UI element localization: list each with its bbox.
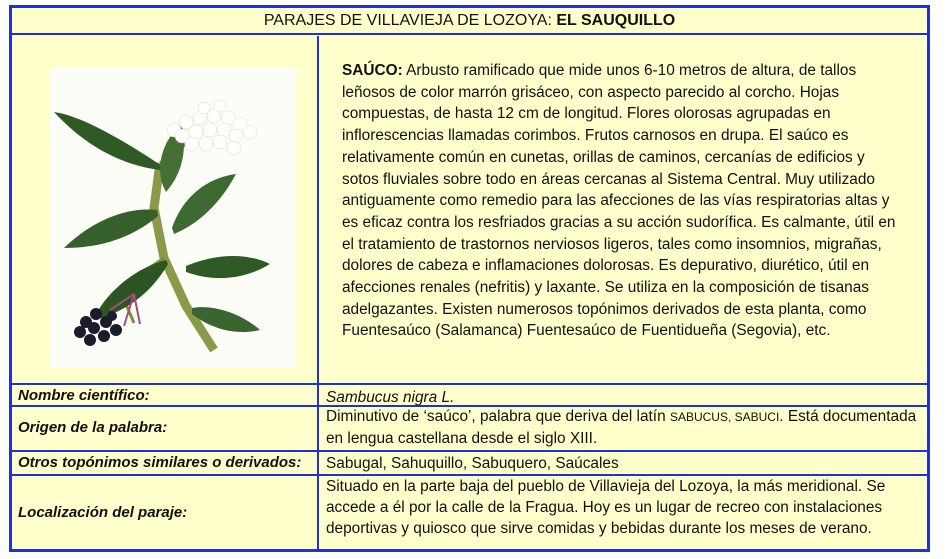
info-sheet xyxy=(9,5,930,552)
value-scientific-name: Sambucus nigra L. xyxy=(326,389,455,406)
value-other-toponyms: Sabugal, Sahuquillo, Sabuquero, Saúcales xyxy=(326,455,619,472)
plant-description xyxy=(342,60,902,342)
title-prefix: PARAJES DE VILLAVIEJA DE LOZOYA: xyxy=(263,12,557,29)
elder-plant-icon xyxy=(14,38,314,382)
label-scientific-name: Nombre científico: xyxy=(18,387,150,404)
label-word-origin: Origen de la palabra: xyxy=(18,419,168,436)
label-other-toponyms: Otros topónimos similares o derivados: xyxy=(18,454,302,471)
sheet-title xyxy=(12,8,927,35)
description-term: SAÚCO: xyxy=(342,62,403,79)
row-divider xyxy=(12,383,927,385)
description-text: Arbusto ramificado que mide unos 6-10 metros de altura, de tallos leñosos de color marrón grisáceo, con aspecto parecido al corcho. Hojas compuestas, de hasta 12 cm de longitud. Flores olorosas agrupadas en inflorescencias llamadas corimbos. Frutos carnosos en drupa. El saúco es relativamente común en cunetas, orillas de caminos, cercanías de edificios y sotos fluviales sobre todo en áreas cercanas al Sistema Central. Muy utilizado antiguamente como remedio para las afecciones de las vías respiratorias altas y es eficaz contra los resfriados gracias a su acción sudorífica. Es calmante, útil en el tratamiento de trastornos nerviosos ligeros, tales como insomnios, migrañas, dolores de cabeza e inflamaciones dolorosas. Es depurativo, diurético, útil en afecciones renales (nefritis) y laxante. Se utiliza en la composición de tisanas adelgazantes. Existen numerosos topónimos derivados de esta planta, como Fuentesaúco (Salamanca) Fuentesaúco de Fuentidueña (Segovia), etc. xyxy=(342,62,896,340)
word-origin-text-end: . Está documentada en lengua castellana desde el siglo XIII. xyxy=(326,408,917,447)
title-place-name: EL SAUQUILLO xyxy=(556,12,676,29)
column-divider xyxy=(317,36,319,549)
row-divider xyxy=(12,450,927,452)
plant-illustration xyxy=(14,38,314,382)
label-location: Localización del paraje: xyxy=(18,504,188,521)
value-location: Situado en la parte baja del pueblo de Villavieja del Lozoya, la más meridional. Se accede a él por la calle de la Fragua. Hoy es un lugar de recreo con instalaciones deportivas y quiosco que sirve comidas y bebidas durante los meses de verano. xyxy=(326,478,886,537)
word-origin-text: Diminutivo de ‘saúco’, palabra que deriva del latín xyxy=(326,408,670,425)
word-origin-latin: SABUCUS, SABUCI xyxy=(669,410,780,424)
value-word-origin xyxy=(326,406,921,449)
